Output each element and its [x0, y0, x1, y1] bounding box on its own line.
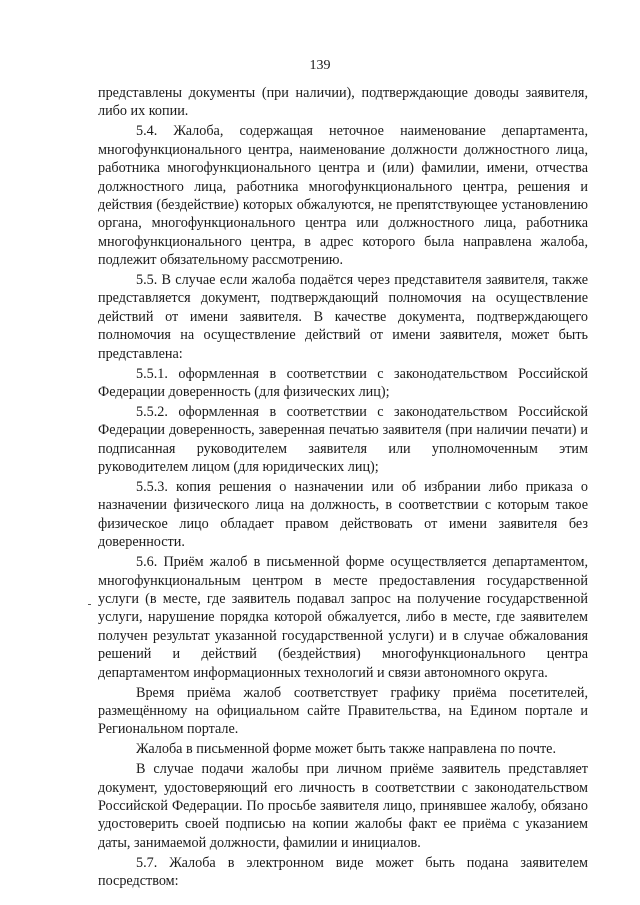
- paragraph-by-mail: Жалоба в письменной форме может быть также направлена по почте.: [136, 741, 557, 758]
- paragraph-reception-time: Время приёма жалоб соответствует графику приёма посетителей, размещённому на официальном сайте Правительства, на Едином портале и Региональном портале.: [98, 684, 588, 738]
- paragraph-personal-reception: В случае подачи жалобы при личном приёме заявитель представляет документ, удостоверяющий его личность в соответствии с законодательством Российской Федерации. По просьбе заявителя лицо, принявшее жалобу, обязано удостоверить своей подписью на копии жалобы факт ее приёма с указанием даты, занимаемой должности, фамилии и инициалов.: [98, 761, 588, 851]
- paragraph-5-5-1: 5.5.1. оформленная в соответствии с законодательством Российской Федерации доверенность (для физических лиц);: [98, 365, 588, 400]
- paragraph-5-5-3: 5.5.3. копия решения о назначении или об избрании либо приказа о назначении физического лица на должность, в соответствии с которым такое физическое лицо обладает правом действовать от имени заявителя без доверенности.: [98, 479, 588, 551]
- page-number: 139: [309, 58, 331, 73]
- scan-margin-mark: [88, 604, 91, 605]
- paragraph-5-5: 5.5. В случае если жалоба подаётся через представителя заявителя, также представляется документ, подтверждающий полномочия на осуществление действий от имени заявителя. В качестве документа, подтверждающего полномочия на осуществление действий от имени заявителя, может быть представлена:: [98, 272, 588, 362]
- paragraph-5-6: 5.6. Приём жалоб в письменной форме осуществляется департаментом, многофункциональным центром в месте предоставления государственной услуги (в месте, где заявитель подавал запрос на получение государственной услуги, нарушение порядка которой обжалуется, либо в месте, где заявителем получен результат указанной государственной услуги) и в случае обжалования решений и действий (бездействия) многофункционального центра департаментом информационных технологий и связи автономного округа.: [98, 554, 588, 681]
- paragraph-5-7: 5.7. Жалоба в электронном виде может быть подана заявителем посредством:: [98, 854, 588, 890]
- paragraph-continuation: представлены документы (при наличии), подтверждающие доводы заявителя, либо их копии.: [98, 85, 588, 120]
- document-body: [98, 84, 588, 892]
- paragraph-5-5-2: 5.5.2. оформленная в соответствии с законодательством Российской Федерации доверенность, заверенная печатью заявителя (при наличии печати) и подписанная руководителем заявителя или уполномоченным этим руководителем лицом (для юридических лиц);: [98, 403, 588, 476]
- paragraph-5-4: 5.4. Жалоба, содержащая неточное наименование департамента, многофункционального центра, наименование должности должностного лица, работника многофункционального центра и (или) фамилии, имени, отчества должностного лица, работника многофункционального центра, решения и действия (бездействие) которых обжалуются, не препятствующее установлению органа, многофункционального центра или должностного лица, работника многофункционального центра, в адрес которого была направлена жалоба, подлежит обязательному рассмотрению.: [98, 123, 588, 269]
